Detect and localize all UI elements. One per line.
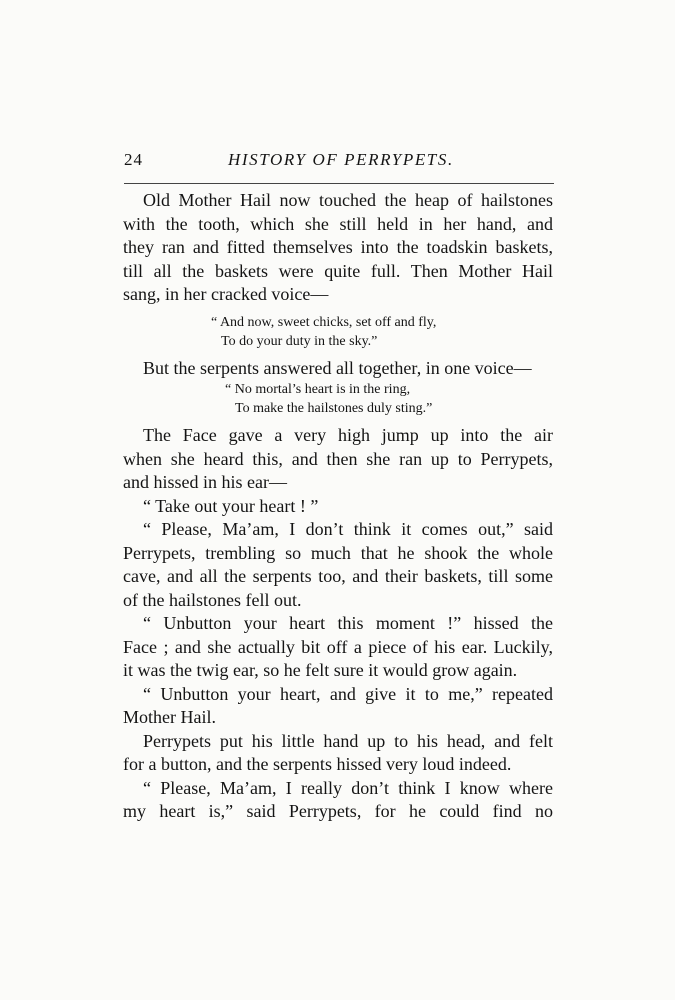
page-number: 24 bbox=[124, 150, 143, 169]
header-rule bbox=[124, 183, 554, 184]
text-line: But the serpents answered all together, in one voice— bbox=[143, 357, 532, 378]
text-line: cave, and all the serpents too, and their baskets, till some bbox=[123, 566, 553, 586]
text-line: “ Unbutton your heart this moment !” hissed the bbox=[143, 613, 553, 633]
text-line: The Face gave a very high jump up into the air bbox=[143, 425, 553, 445]
page-header bbox=[124, 150, 554, 172]
text-line: Old Mother Hail now touched the heap of hailstones bbox=[143, 190, 553, 210]
text-line: Mother Hail. bbox=[123, 707, 216, 727]
text-line: “ Unbutton your heart, and give it to me,” repeated bbox=[143, 683, 553, 704]
verse-line: “ And now, sweet chicks, set off and fly, bbox=[211, 314, 437, 330]
running-title: HISTORY OF PERRYPETS. bbox=[228, 150, 454, 169]
text-line: Perrypets put his little hand up to his head, and felt bbox=[143, 730, 553, 751]
text-line: till all the baskets were quite full. Then Mother Hail bbox=[123, 260, 553, 281]
text-line: “ Please, Ma’am, I really don’t think I know where bbox=[143, 777, 553, 798]
verse-line: To do your duty in the sky.” bbox=[221, 333, 378, 349]
text-line: with the tooth, which she still held in her hand, and bbox=[123, 213, 553, 234]
text-line: my heart is,” said Perrypets, for he could find no bbox=[123, 801, 553, 821]
text-line: sang, in her cracked voice— bbox=[123, 284, 329, 304]
text-line: when she heard this, and then she ran up to Perrypets, bbox=[123, 448, 553, 469]
text-line: it was the twig ear, so he felt sure it would grow again. bbox=[123, 660, 518, 680]
text-line: they ran and fitted themselves into the toadskin baskets, bbox=[123, 237, 553, 257]
verse-line: To make the hailstones duly sting.” bbox=[235, 401, 433, 416]
text-line: “ Please, Ma’am, I don’t think it comes out,” said bbox=[143, 519, 553, 539]
text-line: Perrypets, trembling so much that he shook the whole bbox=[123, 542, 553, 563]
verse-line: “ No mortal’s heart is in the ring, bbox=[225, 382, 411, 397]
text-line: for a button, and the serpents hissed very loud indeed. bbox=[123, 754, 512, 774]
text-line: “ Take out your heart ! ” bbox=[143, 495, 319, 516]
body-text bbox=[123, 189, 553, 824]
text-line: Face ; and she actually bit off a piece of his ear. Luckily, bbox=[123, 636, 553, 657]
text-line: of the hailstones fell out. bbox=[123, 589, 302, 610]
text-line: and hissed in his ear— bbox=[123, 472, 287, 492]
